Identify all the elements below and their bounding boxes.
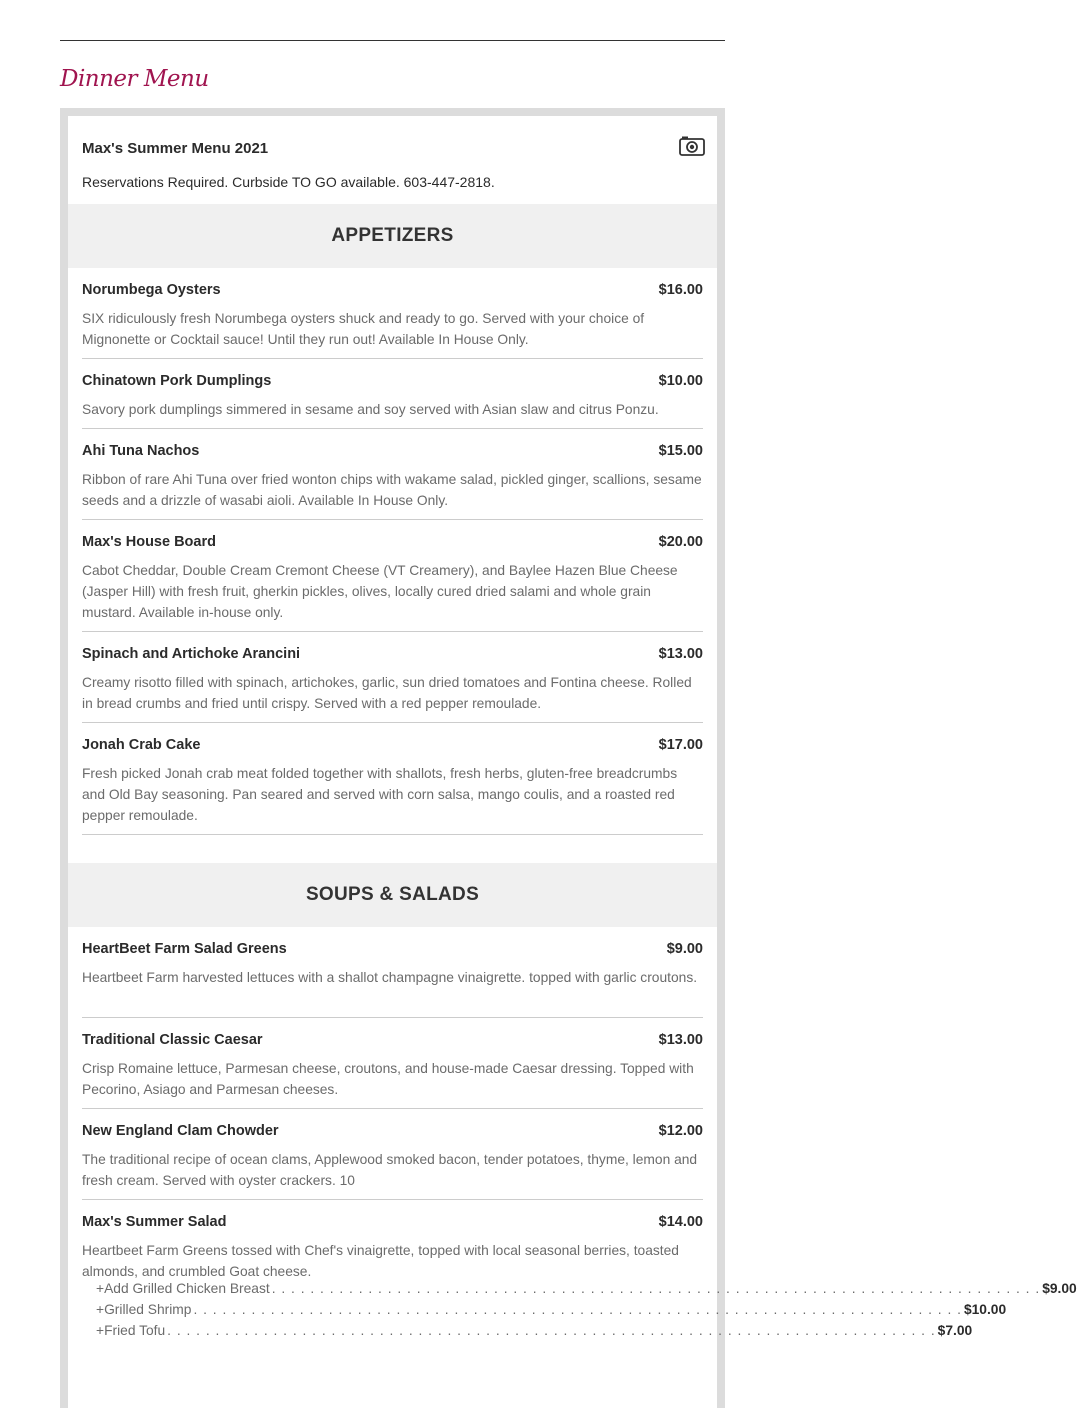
- addon-leader: . . . . . . . . . . . . . . . . . . . . . . . . . . . . . . . . . . . . . . . . . . . . . . . . . . . . . . . . . . . . . . . . . . . . . . . . . . . . . . . .: [271, 1281, 1041, 1296]
- item-divider: [82, 519, 703, 520]
- page-heading: Dinner Menu: [60, 66, 209, 92]
- item-price: $13.00: [658, 1032, 703, 1048]
- menu-title: Max's Summer Menu 2021: [82, 140, 269, 157]
- item-price: $9.00: [666, 941, 703, 957]
- addon-name: Fried Tofu: [104, 1323, 166, 1338]
- item-price: $20.00: [658, 534, 703, 550]
- item-price: $15.00: [658, 443, 703, 459]
- addon-price: $10.00: [963, 1302, 1007, 1317]
- item-description: Crisp Romaine lettuce, Parmesan cheese, croutons, and house-made Caesar dressing. Topped with Pecorino, Asiago and Parmesan cheeses.: [82, 1061, 694, 1097]
- item-description: Savory pork dumplings simmered in sesame and soy served with Asian slaw and citrus Ponzu.: [82, 402, 659, 417]
- addon-price: $7.00: [937, 1323, 973, 1338]
- item-description: Cabot Cheddar, Double Cream Cremont Cheese (VT Creamery), and Baylee Hazen Blue Cheese (Jasper Hill) with fresh fruit, gherkin pickles, olives, locally cured dried salami and whole grain mustard. Available in-house only.: [82, 563, 678, 620]
- item-name: Norumbega Oysters: [82, 282, 221, 298]
- item-name: New England Clam Chowder: [82, 1123, 279, 1139]
- item-description: The traditional recipe of ocean clams, Applewood smoked bacon, tender potatoes, thyme, lemon and fresh cream. Served with oyster crackers. 10: [82, 1152, 698, 1188]
- addon-marker: +: [96, 1302, 105, 1317]
- item-name: Max's Summer Salad: [82, 1214, 227, 1230]
- item-divider: [82, 631, 703, 632]
- menu-card: [68, 116, 1077, 1416]
- addon-leader: . . . . . . . . . . . . . . . . . . . . . . . . . . . . . . . . . . . . . . . . . . . . . . . . . . . . . . . . . . . . . . . . . . . . . . . . . . . . . . . .: [167, 1323, 936, 1338]
- item-divider: [82, 1017, 703, 1018]
- item-divider: [82, 722, 703, 723]
- top-divider: [60, 40, 725, 41]
- item-price: $12.00: [658, 1123, 703, 1139]
- addon-marker: +: [96, 1281, 105, 1296]
- item-divider: [82, 358, 703, 359]
- menu-frame: [60, 108, 1077, 1408]
- item-divider: [82, 834, 703, 835]
- section-header-appetizers: APPETIZERS: [68, 204, 717, 268]
- item-name: Traditional Classic Caesar: [82, 1032, 263, 1048]
- item-name: Ahi Tuna Nachos: [82, 443, 200, 459]
- item-name: Jonah Crab Cake: [82, 737, 201, 753]
- item-price: $10.00: [658, 373, 703, 389]
- item-price: $14.00: [658, 1214, 703, 1230]
- item-description: SIX ridiculously fresh Norumbega oysters shuck and ready to go. Served with your choice of Mignonette or Cocktail sauce! Until they run out! Available In House Only.: [82, 311, 645, 347]
- section-header-soups-salads: SOUPS & SALADS: [68, 863, 717, 927]
- item-description: Heartbeet Farm Greens tossed with Chef's vinaigrette, topped with local seasonal berries, toasted almonds, and crumbled Goat cheese.: [82, 1243, 679, 1279]
- camera-icon[interactable]: [679, 135, 705, 157]
- item-name: Max's House Board: [82, 534, 216, 550]
- item-divider: [82, 1199, 703, 1200]
- item-divider: [82, 1108, 703, 1109]
- addon-row: [82, 1302, 1007, 1323]
- addon-name: Grilled Shrimp: [104, 1302, 192, 1317]
- item-description: Heartbeet Farm harvested lettuces with a shallot champagne vinaigrette. topped with garlic croutons.: [82, 970, 698, 985]
- item-divider: [82, 428, 703, 429]
- addon-name: Add Grilled Chicken Breast: [104, 1281, 270, 1296]
- item-description: Ribbon of rare Ahi Tuna over fried wonton chips with wakame salad, pickled ginger, scallions, sesame seeds and a drizzle of wasabi aioli. Available In House Only.: [82, 472, 702, 508]
- item-name: HeartBeet Farm Salad Greens: [82, 941, 287, 957]
- addon-row: [82, 1281, 1077, 1302]
- addon-marker: +: [96, 1323, 105, 1338]
- addon-row: [82, 1323, 973, 1344]
- item-price: $17.00: [658, 737, 703, 753]
- item-name: Spinach and Artichoke Arancini: [82, 646, 301, 662]
- item-description: Creamy risotto filled with spinach, artichokes, garlic, sun dried tomatoes and Fontina cheese. Rolled in bread crumbs and fried until crispy. Served with a red pepper remoulade.: [82, 675, 692, 711]
- addon-price: $9.00: [1042, 1281, 1077, 1296]
- item-price: $16.00: [658, 282, 703, 298]
- item-description: Fresh picked Jonah crab meat folded together with shallots, fresh herbs, gluten-free breadcrumbs and Old Bay seasoning. Pan seared and served with corn salsa, mango coulis, and a roasted red pepper remoulade.: [82, 766, 678, 823]
- addon-leader: . . . . . . . . . . . . . . . . . . . . . . . . . . . . . . . . . . . . . . . . . . . . . . . . . . . . . . . . . . . . . . . . . . . . . . . . . . . . . . . .: [193, 1302, 962, 1317]
- menu-note: Reservations Required. Curbside TO GO available. 603-447-2818.: [82, 174, 495, 190]
- item-price: $13.00: [658, 646, 703, 662]
- item-name: Chinatown Pork Dumplings: [82, 373, 272, 389]
